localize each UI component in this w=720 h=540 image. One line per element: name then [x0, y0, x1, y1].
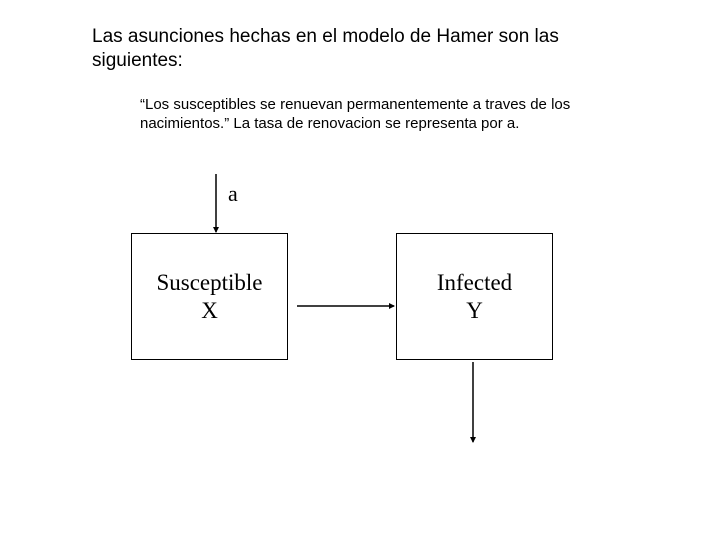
susceptible-label: Susceptible: [156, 269, 263, 295]
infected-label: Infected: [436, 269, 513, 295]
infected-symbol: Y: [466, 297, 483, 323]
assumption-quote: “Los susceptibles se renuevan permanentemente a traves de los nacimientos.” La tasa de renovacion se representa por a.: [140, 96, 571, 132]
susceptible-symbol: X: [201, 297, 218, 323]
susceptible-compartment: [131, 233, 288, 360]
infected-compartment: [396, 233, 553, 360]
slide-heading: Las asunciones hechas en el modelo de Hamer son las siguientes:: [92, 26, 559, 71]
birth-rate-label: a: [228, 181, 238, 206]
